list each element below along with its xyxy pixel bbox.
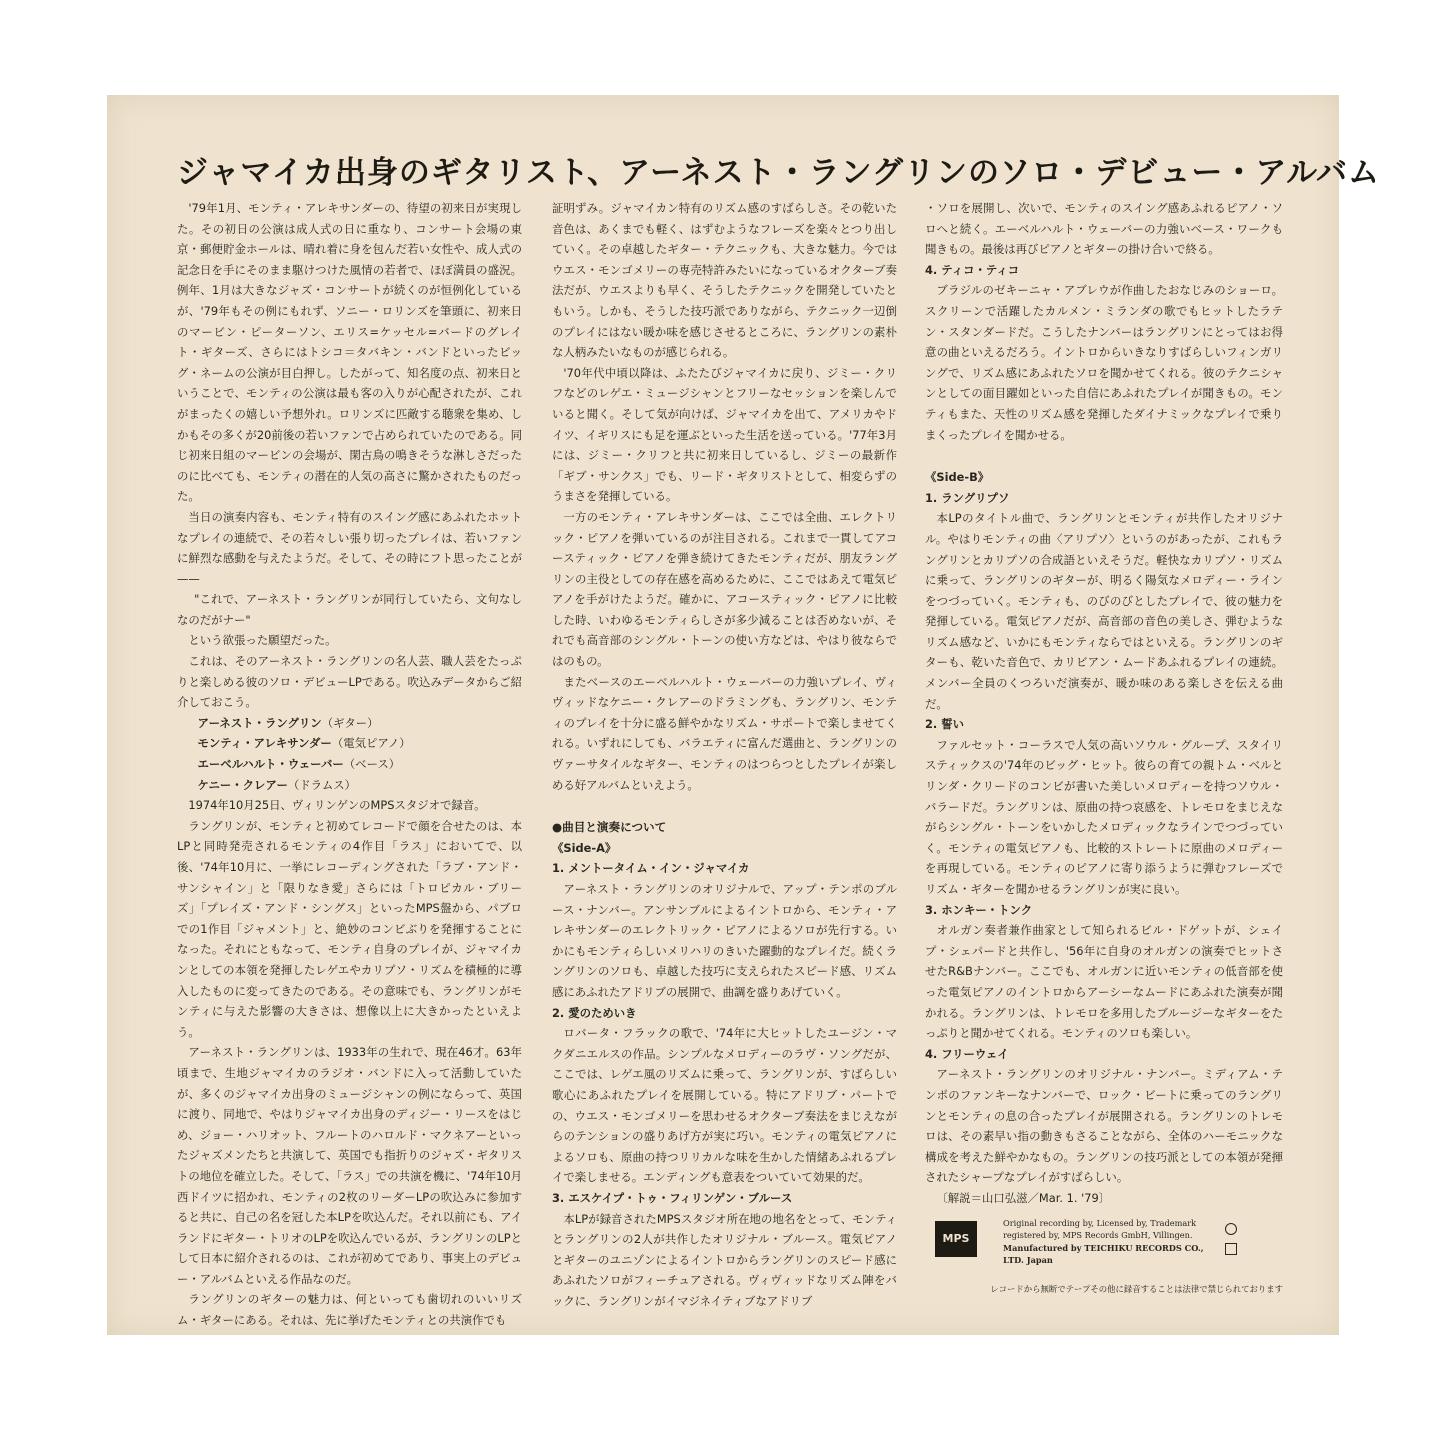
track-b2-text: ファルセット・コーラスで人気の高いソウル・グループ、スタイリスティックスの'74年のビッグ・ヒット。彼らの育ての親トム・ベルとリンダ・クリードのコンビが書いた美しいメロディーを持つソウル・バラードだ。ラングリンは、原曲の持つ哀感を、トレモロをまじえながらシングル・トーンをいかしたメロディックなラインでつづっていく。モンティの電気ピアノも、比較的ストレートに原曲のメロディーを再現している。モンティのピアノに寄り添うように弾むフレーズでリズム・ギターを聞かせるラングリンが実に良い。 xyxy=(925,737,1283,896)
stamp-icon xyxy=(1225,1243,1237,1255)
phonogram-icon xyxy=(1225,1223,1237,1235)
track-b3-text: オルガン奏者兼作曲家として知られるビル・ドゲットが、シェイプ・シェパードと共作し、'56年に自身のオルガンの演奏でヒットさせたR&Bナンバー。ここでも、オルガンに近いモンティの低音部を使った電気ピアノのイントロからアーシーなムードにあふれた演奏が聞かれる。ラングリンは、トレモロを多用したブルージーなギターをたっぷりと聞かせてくれる。モンティのソロも楽しい。 xyxy=(925,923,1283,1041)
recording-data: 1974年10月25日、ヴィリンゲンのMPSスタジオで録音。 xyxy=(188,798,486,813)
paragraph: ・ソロを展開し、次いで、モンティのスイング感あふれるピアノ・ソロへと続く。エーベルハルト・ウェーバーの力強いベース・ワークも聞きもの。最後は再びピアノとギターの掛け合いで終る。 xyxy=(925,201,1283,257)
paragraph: これは、そのアーネスト・ラングリンの名人芸、職人芸をたっぷりと楽しめる彼のソロ・デビューLPである。吹込みデータからご紹介しておこう。 xyxy=(177,654,522,710)
label-block xyxy=(925,1217,1283,1279)
side-a-heading: 《Side-A》 xyxy=(552,840,617,855)
track-b4-title: 4. フリーウェイ xyxy=(925,1046,1009,1061)
liner-notes-sheet xyxy=(107,95,1380,1335)
page-title: ジャマイカ出身のギタリスト、アーネスト・ラングリンのソロ・デビュー・アルバム xyxy=(177,155,1380,191)
credit-bass: エーベルハルト・ウェーバー（ベース） xyxy=(197,757,401,772)
paragraph: ラングリンが、モンティと初めてレコードで顔を合せたのは、本LPと同時発売されるモンティの4作目「ラス」においてで、以後、'74年10月に、一挙にレコーディングされた「ラブ・アンド・サンシャイン」と「限りなき愛」さらには「トロピカル・ブリーズ」「プレイズ・アンド・シングス」といったMPS盤から、パブロでの1作目「ジャメント」と、絶妙のコンビぶりを発揮することになった。それにともなって、モンティ自身のプレイが、ジャマイカンとしての本領を発揮したレゲエやカリプソ・リズムを積極的に導入したものに変ってきたのである。その意味でも、ラングリンがモンティに与えた影響の大きさは、想像以上に大きかったといえよう。 xyxy=(177,818,522,1039)
rights-marks xyxy=(1225,1223,1239,1263)
track-a4-text: ブラジルのゼキーニャ・アブレウが作曲したおなじみのショーロ。スクリーンで活躍したカルメン・ミランダの歌でもヒットしたラテン・スタンダードだ。こうしたナンバーはラングリンにとってはお得意の曲といえるだろう。イントロからいきなりすばらしいフィンガリングで、リズム感にあふれたソロを聞かせてくれる。彼のテクニシャンとしての面目躍如といった自信にあふれたプレイが聞きもの。モンティもまた、天性のリズム感を発揮したダイナミックなプレイで乗りまくったプレイを聞かせる。 xyxy=(925,283,1283,442)
paragraph: 一方のモンティ・アレキサンダーは、ここでは全曲、エレクトリック・ピアノを弾いているのが注目される。これまで一貫してアコースティック・ピアノを弾き続けてきたモンティだが、朋友ラングリンの主役としての存在感を高めるために、ここではあえて電気ピアノを手がけたようだ。確かに、アコースティック・ピアノに比較した時、いわゆるモンティらしさが多少減ることは否めないが、それでも高音部のシングル・トーンの使い方などは、やはり彼ならではのもの。 xyxy=(552,509,897,669)
paragraph: '79年1月、モンティ・アレキサンダーの、待望の初来日が実現した。その初日の公演は成人式の日に重なり、コンサート会場の東京・郵便貯金ホールは、晴れ着に身を包んだ若い女性や、成人式の記念日を手にそのまま駆けつけた風情の若者で、ほぼ満員の盛況。例年、1月は大きなジャズ・コンサートが続くのが恒例化しているが、'79年もその例にもれず、ソニー・ロリンズを筆頭に、初来日のマービン・ピーターソン、エリス=ケッセル=バードのグレイト・ギターズ、さらにはトシコ＝タバキン・バンドといったビッグ・ネームの公演が目白押し。したがって、知名度の点、初来日ということで、モンティの公演は最も客の入りが心配されたが、これがまったくの嬉しい予想外れ。ロリンズに匹敵する聴衆を集め、しかもその多くが20前後の若いファンで占められていたのである。同じ初来日組のマービンの会場が、閑古鳥の鳴きそうな淋しさだったのに比べても、モンティの潜在的人気の高さに驚かされたものだった。 xyxy=(177,201,522,504)
label-credits: Original recording by, Licensed by, Trademark registered by, MPS Records GmbH, Villingen. Manufactured by TEICHIKU RECORDS CO., LTD. Japan xyxy=(1003,1217,1204,1265)
track-b3-title: 3. ホンキー・トンク xyxy=(925,902,1033,917)
spacer xyxy=(552,795,897,817)
track-a3-title: 3. エスケイプ・トゥ・フィリンゲン・ブルース xyxy=(552,1190,793,1205)
byline: 〔解説＝山口弘滋／Mar. 1. '79〕 xyxy=(936,1190,1111,1205)
credit-drums: ケニー・クレアー（ドラムス） xyxy=(197,777,357,792)
paragraph: 証明ずみ。ジャマイカン特有のリズム感のすばらしさ。その乾いた音色は、あくまでも軽く、はずむようなフレーズを楽々とつり出していく。その卓越したギター・テクニックも、大きな魅力。今ではウエス・モンゴメリーの専売特許みたいになっているオクターブ奏法だが、ウエスよりも早く、そうしたテクニックを開発していたともいう。しかも、そうした技巧派でありながら、テクニック一辺倒のプレイにはない暖か味を感じさせるところに、ラングリンの素朴な人柄みたいなものが感じられる。 xyxy=(552,201,897,360)
track-a2-title: 2. 愛のためいき xyxy=(552,1005,637,1020)
copyright-notice: レコードから無断でテープその他に録音することは法律で禁じられております xyxy=(990,1283,1283,1294)
paragraph: '70年代中頃以降は、ふたたびジャマイカに戻り、ジミー・クリフなどのレゲエ・ミュージシャンとフリーなセッションを楽しんでいると聞く。そして気が向けば、ジャマイカを出て、アメリカやドイツ、イギリスにも足を運ぶといった生活を送っている。'77年3月には、ジミー・クリフと共に初来日しているし、ジミーの最新作「ギブ・サンクス」でも、リード・ギタリストとして、相変らずのうまさを発揮している。 xyxy=(552,365,897,504)
track-b2-title: 2. 誓い xyxy=(925,717,964,732)
track-a4-title: 4. ティコ・ティコ xyxy=(925,262,1020,277)
column-3 xyxy=(925,198,1283,1295)
paragraph: アーネスト・ラングリンは、1933年の生れで、現在46才。63年頃まで、生地ジャマイカのラジオ・バンドに入って活動していたが、多くのジャマイカ出身のミュージシャンの例にならって、英国に渡り、同地で、やはりジャマイカ出身のディジー・リースをはじめ、ジョー・ハリオット、フルートのハロルド・マクネアーといったジャズメンたちと共演して、英国でも指折りのジャズ・ギタリストの地位を確立した。そして、「ラス」での共演を機に、'74年10月西ドイツに招かれ、モンティの2枚のリーダーLPの吹込みに参加すると共に、自己の名を冠した本LPを吹込んだ。それ以前にも、アイランドにギター・トリオのLPを吹込んでいるが、ラングリンのLPとして日本に紹介されるのは、これが初めてであり、事実上のデビュー・アルバムといえる作品なのだ。 xyxy=(177,1045,522,1286)
paragraph: という欲張った願望だった。 xyxy=(188,633,337,648)
paragraph: ラングリンのギターの魅力は、何といっても歯切れのいいリズム・ギターにある。それは、先に挙げたモンティとの共演作でも xyxy=(177,1292,522,1328)
section-heading: ●曲目と演奏について xyxy=(552,820,667,835)
credit-guitar: アーネスト・ラングリン（ギター） xyxy=(197,715,379,730)
spacer xyxy=(925,445,1283,467)
track-b1-text: 本LPのタイトル曲で、ラングリンとモンティが共作したオリジナル。やはりモンティの曲〈アリプソ〉というのがあったが、これもラングリンとカリプソの合成語といえそうだ。軽快なカリプソ・リズムに乗って、ラングリンのギターが、明るく陽気なメロディー・ラインをつづっていく。モンティも、のびのびとしたプレイで、彼の魅力を発揮している。電気ピアノだが、高音部の音色の美しさ、弾むようなリズム感など、いかにもモンティならではといえる。ラングリンのギターも、乾いた音色で、カリビアン・ムードあふれるプレイの連続。メンバー全員のくつろいだ演奏が、暖か味のある楽しさを伝える曲だ。 xyxy=(925,511,1283,711)
track-a1-text: アーネスト・ラングリンのオリジナルで、アップ・テンポのブルース・ナンバー。アンサンブルによるイントロから、モンティ・アレキサンダーのエレクトリック・ピアノによるソロが先行する。いかにもモンティらしいメリハリのきいた躍動的なプレイだ。続くラングリンのソロも、卓越した技巧に支えられたスピード感、リズム感にあふれたアドリブの展開で、曲調を盛りあげていく。 xyxy=(552,882,897,999)
side-b-heading: 《Side-B》 xyxy=(925,470,990,485)
track-a1-title: 1. メントータイム・イン・ジャマイカ xyxy=(552,861,750,876)
mps-logo-icon: MPS xyxy=(935,1221,977,1257)
paragraph: 当日の演奏内容も、モンティ特有のスイング感にあふれたホットなプレイの連続で、その若々しい張り切ったプレイは、若いファンに鮮烈な感動を与えたようだ。そして、その時にフト思ったことが—— xyxy=(177,509,522,586)
credit-piano: モンティ・アレキサンダー（電気ピアノ） xyxy=(197,736,411,751)
track-a3-text: 本LPが録音されたMPSスタジオ所在地の地名をとって、モンティとラングリンの2人が共作したオリジナル・ブルース。電気ピアノとギターのユニゾンによるイントロからラングリンのスピード感にあふれたソロがフィーチュアされる。ヴィヴィッドなリズム陣をバックに、ラングリンがイマジネイティブなアドリブ xyxy=(552,1211,897,1308)
quote: "これで、アーネスト・ラングリンが同行していたら、文句なしなのだがナー" xyxy=(177,592,522,627)
track-b1-title: 1. ラングリプソ xyxy=(925,490,1010,505)
track-a2-text: ロバータ・フラックの歌で、'74年に大ヒットしたユージン・マクダニエルスの作品。シンプルなメロディーのラヴ・ソングだが、ここでは、レゲエ風のリズムに乗って、ラングリンが、すばらしい歌心にあふれたプレイを展開している。特にアドリブ・パートでの、ウエス・モンゴメリーを思わせるオクターブ奏法をまじえながらのテンションの盛りあげ方が実に巧い。モンティの電気ピアノによるソロも、原曲の持つリリカルな味を生かした情緒あふれるプレイで楽しませる。エンディングも意表をついていて効果的だ。 xyxy=(552,1026,897,1185)
track-b4-text: アーネスト・ラングリンのオリジナル・ナンバー。ミディアム・テンポのファンキーなナンバーで、ロック・ビートに乗ってのラングリンとモンティの息の合ったプレイが展開される。ラングリンのトレモロは、その素早い指の動きもさることながら、全体のハーモニックな構成を考えた鮮やかなもの。ラングリンの技巧派としての本領が発揮されたシャープなプレイがすばらしい。 xyxy=(925,1067,1283,1185)
paragraph: またベースのエーベルハルト・ウェーバーの力強いプレイ、ヴィヴィッドなケニー・クレアーのドラミングも、ラングリン、モンティのプレイを十分に盛る鮮やかなリズム・サポートで楽しませてくれる。いずれにしても、バラエティに富んだ選曲と、ラングリンのヴァーサタイルなギター、モンティのはつらつとしたプレイが楽しめる好アルバムといえよう。 xyxy=(552,674,897,792)
column-1 xyxy=(177,198,522,1331)
column-2 xyxy=(552,198,897,1311)
